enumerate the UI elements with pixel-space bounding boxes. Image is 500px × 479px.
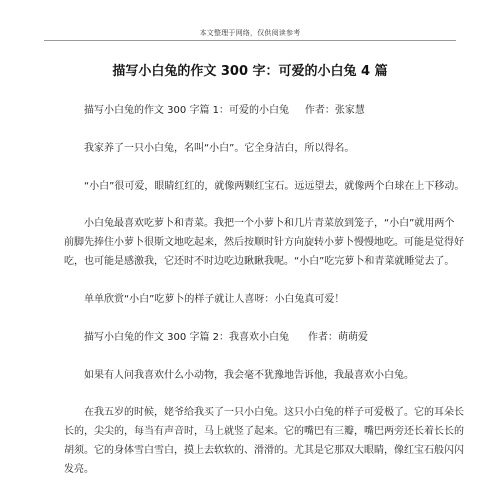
header-note: 本文整理于网络，仅供阅读参考 — [199, 29, 301, 37]
paragraph-line: 长的，尖尖的，每当有声音时，马上就竖了起来。它的嘴巴有三瓣，嘴巴两旁还长着长长的 — [64, 426, 464, 437]
essay-1-paragraph-4: 单单欣赏“小白”吃萝卜的样子就让人喜呀：小白兔真可爱！ — [84, 294, 345, 305]
essay-2-paragraph-2 — [64, 403, 464, 479]
essay-1-paragraph-3 — [64, 214, 464, 271]
paragraph-line: 前脚先捧住小萝卜很斯文地吃起来，然后按顺时针方向旋转小萝卜慢慢地吃。可能是觉得好 — [64, 237, 464, 248]
essay-2-heading: 描写小白兔的作文 300 字篇 2：我喜欢小白兔 作者：萌萌爱 — [84, 332, 369, 343]
paragraph-line: 小白兔最喜欢吃萝卜和青菜。我把一个小萝卜和几片青菜放到笼子，“小白”就用两个 — [84, 218, 455, 229]
essay-2-paragraph-1: 如果有人问我喜欢什么小动物，我会毫不犹豫地告诉他，我最喜欢小白兔。 — [84, 370, 414, 381]
document-title: 描写小白兔的作文 300 字：可爱的小白兔 4 篇 — [112, 64, 388, 79]
header-divider — [44, 40, 456, 41]
paragraph-line: 在我五岁的时候，姥爷给我买了一只小白兔。这只小白兔的样子可爱极了。它的耳朵长 — [84, 407, 464, 418]
paragraph-line: 胡须。它的身体雪白雪白，摸上去软软的、滑滑的。尤其是它那双大眼睛，像红宝石般闪闪 — [64, 445, 464, 456]
essay-1-paragraph-1: 我家养了一只小白兔，名叫“小白”。它全身洁白，所以得名。 — [84, 143, 355, 154]
paragraph-line: 发亮。 — [64, 464, 94, 475]
essay-1-heading: 描写小白兔的作文 300 字篇 1：可爱的小白兔 作者：张家慧 — [84, 105, 365, 116]
paragraph-line: 吃，也可能是感激我，它还时不时边吃边瞅瞅我呢。“小白”吃完萝卜和青菜就睡觉去了。 — [64, 256, 455, 267]
essay-1-paragraph-2: “小白”很可爱，眼睛红红的，就像两颗红宝石。远远望去，就像两个白球在上下移动。 — [84, 181, 465, 192]
